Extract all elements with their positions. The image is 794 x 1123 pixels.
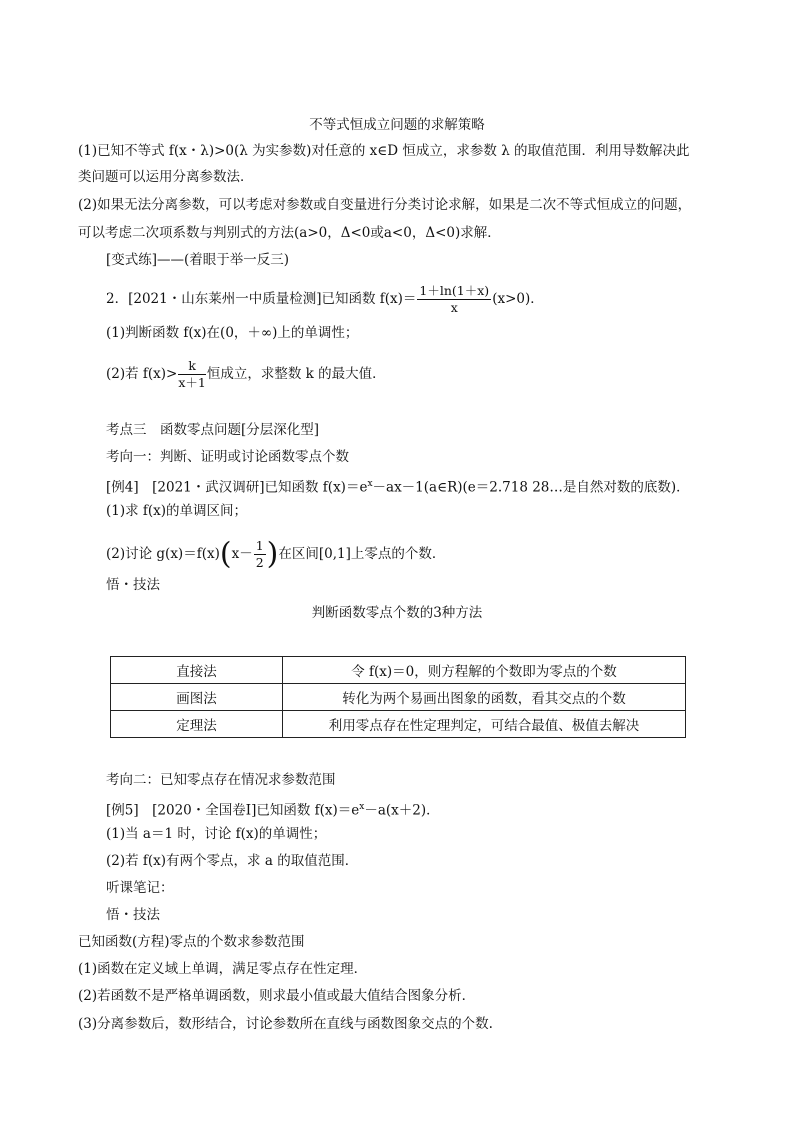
summary-item-2: (2)若函数不是严格单调函数，则求最小值或最大值结合图象分析． — [78, 988, 476, 1004]
method-description: 转化为两个易画出图象的函数，看其交点的个数 — [283, 684, 686, 711]
question-2-part-2-numerator: k — [178, 358, 206, 375]
example-4 — [106, 474, 690, 498]
example-5-part-2: (2)若 f(x)有两个零点，求 a 的取值范围． — [106, 853, 359, 869]
method-name: 定理法 — [111, 711, 283, 738]
question-2-part-2-fraction — [178, 358, 206, 391]
example-4-suffix: －ax－1(a∈R)(e＝2.718 28…是自然对数的底数)． — [372, 479, 690, 496]
example-4-part-2-suffix: 在区间[0,1]上零点的个数． — [278, 546, 446, 562]
question-2-denominator: x — [450, 300, 458, 315]
example-5-prefix: [例5] [2020・全国卷Ⅰ]已知函数 f(x)＝e — [106, 802, 360, 819]
method-description: 令 f(x)＝0，则方程解的个数即为零点的个数 — [283, 657, 686, 684]
example-4-prefix: [例4] [2021・武汉调研]已知函数 f(x)＝e — [106, 479, 368, 496]
example-4-part-2-numerator: 1 — [255, 538, 264, 553]
example-4-part-2-prefix: (2)讨论 g(x)＝f(x) — [106, 546, 220, 562]
technique-label-1: 悟・技法 — [106, 577, 160, 593]
method-name: 画图法 — [111, 684, 283, 711]
question-2-suffix: (x>0)． — [492, 291, 544, 307]
notes-label: 听课笔记： — [106, 880, 174, 896]
example-4-part-2-inner: x－ — [231, 546, 253, 562]
table-row — [111, 711, 686, 738]
right-paren: ) — [266, 536, 279, 572]
question-2 — [106, 283, 544, 316]
example-5 — [106, 797, 440, 821]
question-2-part-2-denominator: x＋1 — [178, 375, 206, 390]
example-5-suffix: －a(x＋2)． — [364, 802, 440, 819]
example-5-exponent: x — [359, 802, 365, 812]
left-paren: ( — [219, 536, 232, 572]
strategy-title: 不等式恒成立问题的求解策略 — [309, 117, 485, 133]
strategy-paragraph-1b: 类问题可以运用分离参数法． — [78, 169, 254, 185]
example-4-part-2 — [106, 538, 445, 571]
example-5-part-1: (1)当 a＝1 时，讨论 f(x)的单调性； — [106, 826, 327, 842]
method-name: 直接法 — [111, 657, 283, 684]
question-2-part-2-prefix: (2)若 f(x)> — [106, 366, 178, 382]
example-4-part-1: (1)求 f(x)的单调区间； — [106, 503, 248, 519]
question-2-part-2 — [106, 358, 386, 391]
question-2-fraction — [417, 283, 491, 316]
table-row — [111, 657, 686, 684]
summary-item-3: (3)分离参数后，数形结合，讨论参数所在直线与函数图象交点的个数. — [78, 1016, 493, 1032]
question-2-part-2-suffix: 恒成立，求整数 k 的最大值． — [206, 366, 386, 382]
summary-title: 已知函数(方程)零点的个数求参数范围 — [78, 934, 305, 950]
example-4-exponent: x — [367, 479, 373, 489]
strategy-paragraph-2a: (2)如果无法分离参数，可以考虑对参数或自变量进行分类讨论求解，如果是二次不等式恒成立的问题， — [78, 197, 692, 213]
strategy-paragraph-2b: 可以考虑二次项系数与判别式的方法(a>0，Δ<0或a<0，Δ<0)求解． — [78, 225, 501, 241]
strategy-paragraph-1a: (1)已知不等式 f(x・λ)>0(λ 为实参数)对任意的 x∈D 恒成立，求参数 λ 的取值范围．利用导数解决此 — [78, 143, 690, 159]
question-2-numerator: 1＋ln(1＋x) — [419, 283, 490, 298]
question-2-part-1: (1)判断函数 f(x)在(0，＋∞)上的单调性； — [106, 325, 359, 341]
method-description: 利用零点存在性定理判定，可结合最值、极值去解决 — [283, 711, 686, 738]
kaodian-3-heading: 考点三 函数零点问题[分层深化型] — [106, 422, 320, 438]
example-4-part-2-fraction — [254, 538, 266, 571]
methods-table — [110, 656, 686, 738]
question-2-prefix: 2．[2021・山东莱州一中质量检测]已知函数 f(x)＝ — [106, 291, 417, 307]
direction-1-heading: 考向一：判断、证明或讨论函数零点个数 — [106, 449, 349, 465]
example-4-part-2-denominator: 2 — [255, 555, 264, 570]
technique-label-2: 悟・技法 — [106, 907, 160, 923]
methods-title: 判断函数零点个数的3种方法 — [311, 605, 483, 621]
direction-2-heading: 考向二：已知零点存在情况求参数范围 — [106, 772, 336, 788]
summary-item-1: (1)函数在定义域上单调，满足零点存在性定理． — [78, 961, 368, 977]
variant-label: [变式练]——(着眼于举一反三) — [106, 252, 290, 268]
table-row — [111, 684, 686, 711]
